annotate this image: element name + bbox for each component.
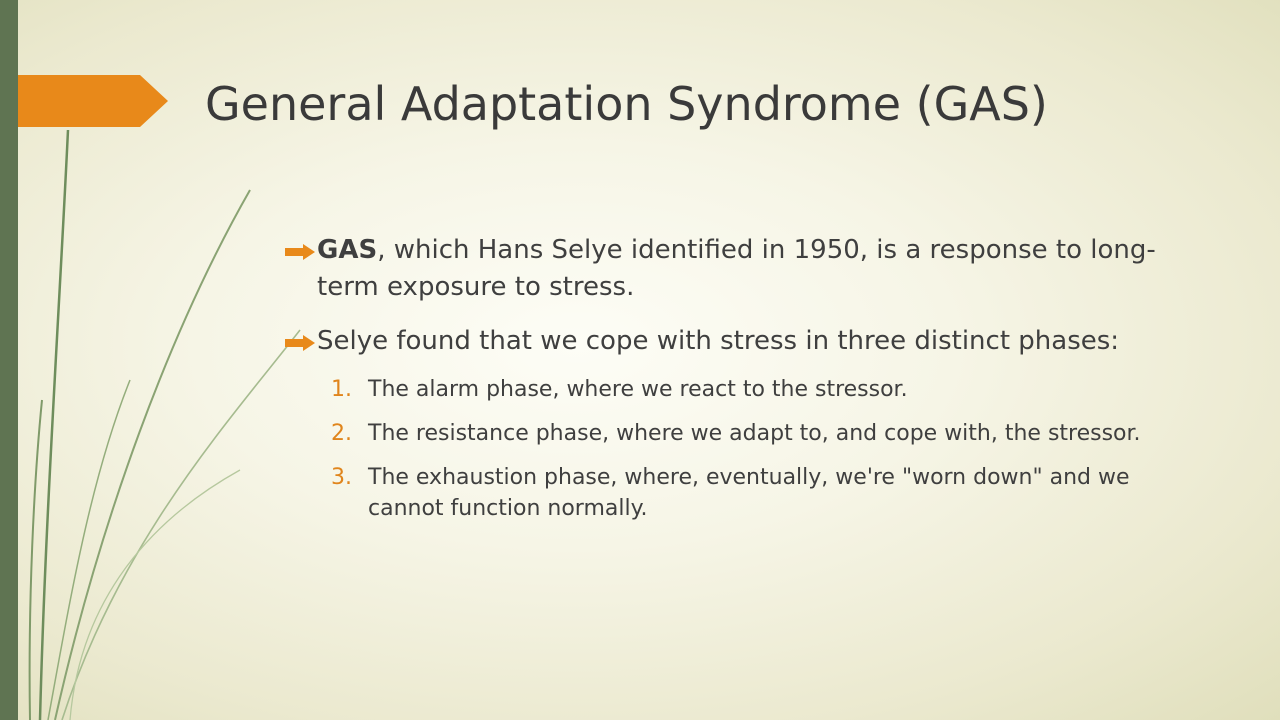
bullet-bold-term: GAS (317, 235, 378, 265)
phase-text: The exhaustion phase, where, eventually, we're "worn down" and we cannot function normally. (368, 465, 1130, 521)
orange-arrow-icon (285, 244, 315, 260)
phase-list (317, 374, 1185, 524)
phase-text: The resistance phase, where we adapt to, and cope with, the stressor. (368, 421, 1141, 446)
slide-title: General Adaptation Syndrome (GAS) (205, 77, 1048, 131)
bullet-item (285, 232, 1185, 306)
phase-number: 2. (331, 421, 352, 446)
bullet-list (285, 232, 1185, 524)
orange-pentagon-icon (18, 75, 168, 127)
bullet-text: Selye found that we cope with stress in three distinct phases: (317, 326, 1120, 356)
phase-number: 3. (331, 465, 352, 490)
bullet-text: , which Hans Selye identified in 1950, is a response to long-term exposure to stress. (317, 235, 1156, 302)
phase-item (317, 418, 1185, 449)
bullet-item (285, 323, 1185, 524)
phase-text: The alarm phase, where we react to the stressor. (368, 377, 908, 402)
phase-item (317, 374, 1185, 405)
phase-number: 1. (331, 377, 352, 402)
orange-arrow-icon (285, 335, 315, 351)
phase-item (317, 462, 1185, 524)
